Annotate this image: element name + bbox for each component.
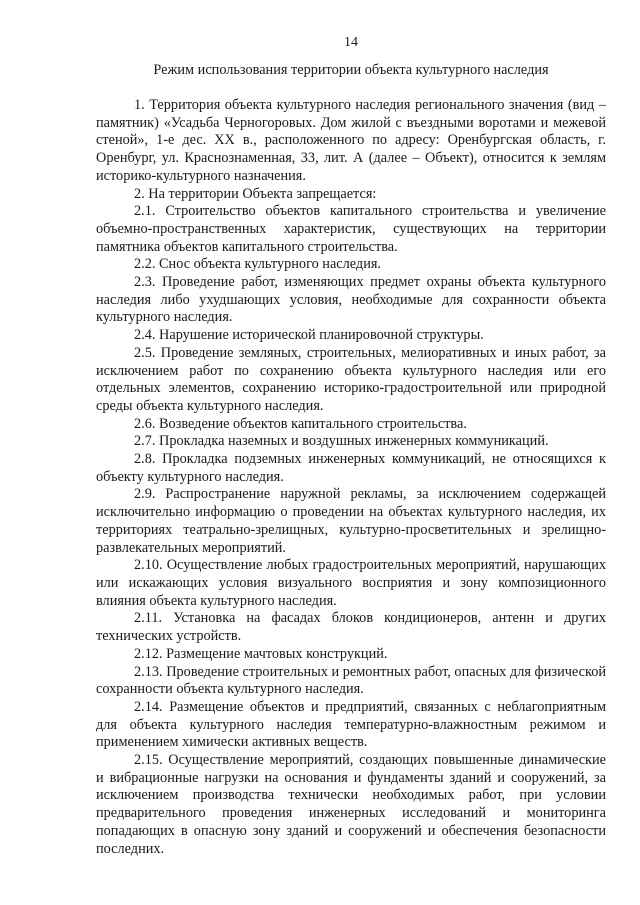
paragraph-2-8: 2.8. Прокладка подземных инженерных коммуникаций, не относящихся к объекту культурного наследия.	[96, 451, 606, 485]
paragraph-2-15: 2.15. Осуществление мероприятий, создающих повышенные динамические и вибрационные нагрузки на основания и фундаменты зданий и сооружений, за исключением производства технически необходимых работ, при условии предварительного проведения инженерных исследований и мониторинга попадающих в опасную зону зданий и сооружений и обеспечения безопасности последних.	[96, 752, 606, 857]
page-number: 14	[344, 35, 358, 50]
document-body	[96, 97, 606, 858]
paragraph-2-7: 2.7. Прокладка наземных и воздушных инженерных коммуникаций.	[134, 433, 549, 450]
paragraph-2-9: 2.9. Распространение наружной рекламы, за исключением содержащей исключительно информацию о проведении на объектах культурного наследия, их территориях театрально-зрелищных, культурно-просветительных и зрелищно-развлекательных мероприятий.	[96, 486, 606, 556]
paragraph-2-6: 2.6. Возведение объектов капитального строительства.	[134, 415, 467, 432]
paragraph-2-14: 2.14. Размещение объектов и предприятий, связанных с неблагоприятным для объекта культурного наследия температурно-влажностным режимом и применением химически активных веществ.	[96, 698, 606, 751]
paragraph-2-3: 2.3. Проведение работ, изменяющих предмет охраны объекта культурного наследия либо ухудшающих условия, необходимые для сохранности объекта культурного наследия.	[96, 274, 606, 326]
paragraph-2: 2. На территории Объекта запрещается:	[134, 185, 377, 202]
paragraph-2-12: 2.12. Размещение мачтовых конструкций.	[134, 645, 388, 662]
document-title: Режим использования территории объекта культурного наследия	[153, 62, 549, 78]
paragraph-1: 1. Территория объекта культурного наследия регионального значения (вид – памятник) «Усадьба Черногоровых. Дом жилой с въездными воротами и межевой стеной», 1-е дес. XX в., расположенного по адресу: Оренбургская область, г. Оренбург, ул. Краснознаменная, 33, лит. А (далее – Объект), относится к землям историко-культурного назначения.	[96, 97, 606, 184]
paragraph-2-11: 2.11. Установка на фасадах блоков кондиционеров, антенн и других технических устройств.	[96, 610, 606, 645]
paragraph-2-10: 2.10. Осуществление любых градостроительных мероприятий, нарушающих или искажающих условия визуального восприятия и зону композиционного влияния объекта культурного наследия.	[96, 557, 606, 609]
paragraph-2-1: 2.1. Строительство объектов капитального строительства и увеличение объемно-пространственных характеристик, существующих на территории памятника объектов капитального строительства.	[96, 203, 606, 255]
paragraph-2-4: 2.4. Нарушение исторической планировочной структуры.	[134, 327, 484, 344]
paragraph-2-5: 2.5. Проведение земляных, строительных, мелиоративных и иных работ, за исключением работ по сохранению объекта культурного наследия или его отдельных элементов, сохранению историко-градостроительной или природной среды объекта культурного наследия.	[96, 344, 606, 414]
paragraph-2-2: 2.2. Снос объекта культурного наследия.	[134, 256, 382, 273]
paragraph-2-13: 2.13. Проведение строительных и ремонтных работ, опасных для физической сохранности объекта культурного наследия.	[96, 663, 606, 698]
